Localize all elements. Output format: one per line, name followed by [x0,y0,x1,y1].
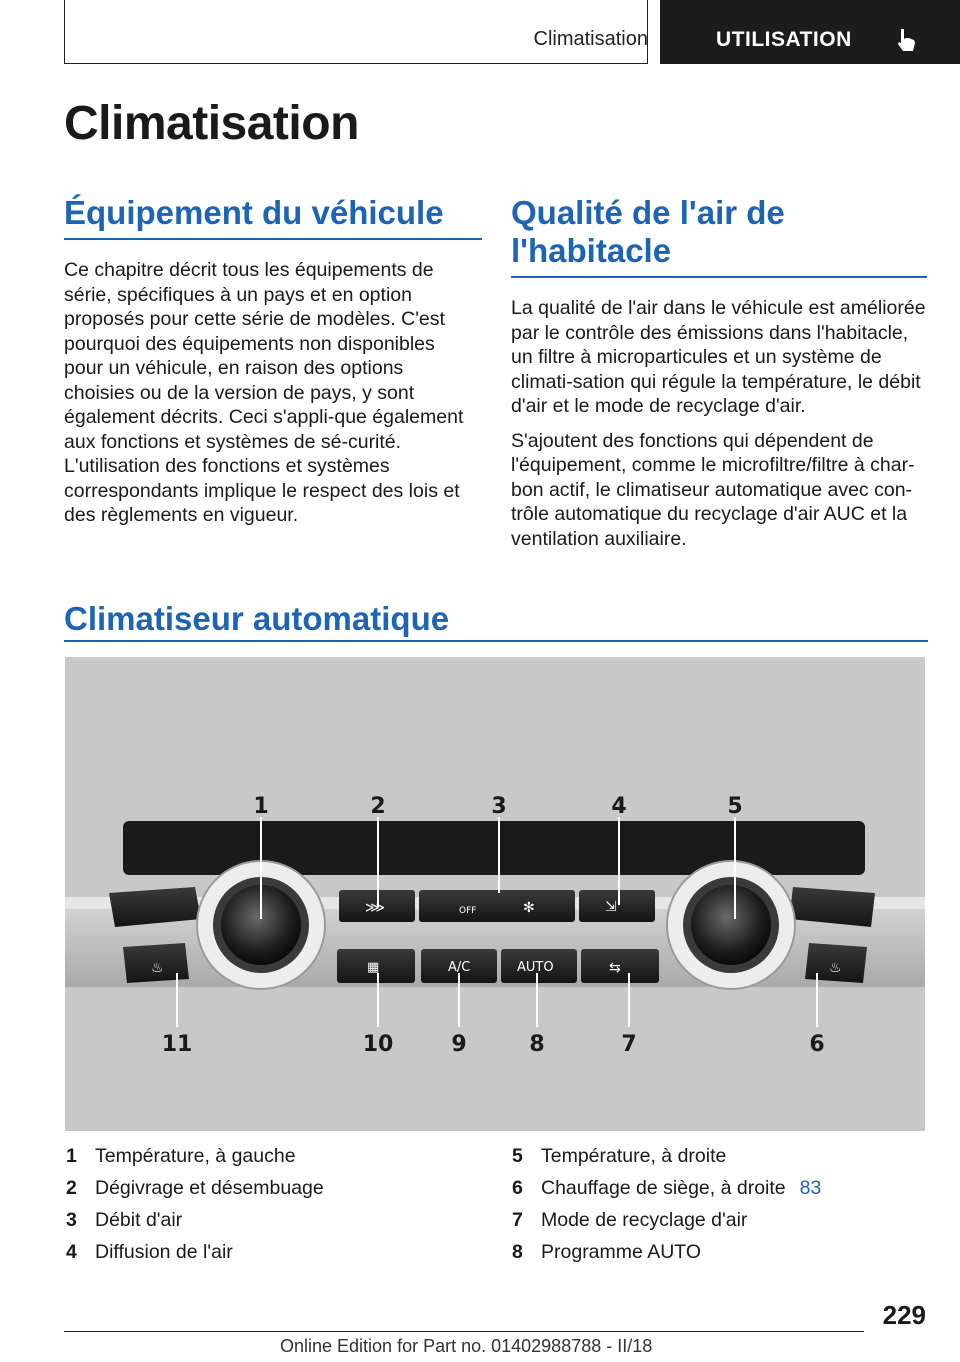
section-body-equipement [64,258,478,528]
section-rule [511,276,927,278]
page-number: 229 [882,1300,926,1330]
callout-1: 1 [253,794,269,819]
callout-4: 4 [611,794,627,819]
auto-button-label: AUTO [517,960,554,975]
section-qualite [511,194,927,561]
svg-text:▦: ▦ [367,960,380,975]
legend-item: 5 Température, à droite [512,1145,727,1167]
header-chapter-title: UTILISATION [716,28,852,51]
paragraph: S'ajoutent des fonctions qui dépendent de l'équipement, comme le microfiltre/filtre à char-bon actif, le climatiseur automatique avec con-trôle automatique du recyclage d'air AUC et la ventilation auxiliaire. [511,429,915,550]
section-rule [64,238,482,240]
svg-text:⇆: ⇆ [609,960,621,976]
section-climatiseur [64,600,928,642]
page-title: Climatisation [64,97,359,150]
footer-edition: Online Edition for Part no. 01402988788 - II/18 [280,1336,653,1356]
footer-rule [64,1331,864,1332]
section-title-climatiseur: Climatiseur automatique [64,600,450,637]
section-body-qualite [511,296,927,551]
callout-8: 8 [529,1032,545,1057]
callout-9: 9 [451,1032,467,1057]
legend-left [66,1140,486,1268]
section-title-equipement: Équipement du véhicule [64,194,444,231]
fan-off-label: OFF [459,906,477,916]
legend-right [512,1140,932,1268]
callout-5: 5 [727,794,743,819]
legend-item: 6 Chauffage de siège, à droite 83 [512,1177,822,1199]
callout-6: 6 [809,1032,825,1057]
paragraph: La qualité de l'air dans le véhicule est améliorée par le contrôle des émissions dans l'habitacle, un filtre à microparticules et un système de climati-sation qui régule la température, le débit d'air et le mode de recyclage d'air. [511,297,926,417]
climate-panel-figure [65,657,925,1131]
pointing-hand-icon [892,26,920,54]
section-equipement [64,194,482,538]
callout-7: 7 [621,1032,637,1057]
legend-item: 8 Programme AUTO [512,1241,702,1263]
section-title-qualite: Qualité de l'air de l'habitacle [511,194,785,269]
ac-button-label: A/C [448,960,471,975]
header-section-title: Climatisation [533,28,648,50]
legend-item: 1 Température, à gauche [66,1145,296,1167]
legend-item: 2 Dégivrage et désembuage [66,1177,324,1199]
legend-item: 3 Débit d'air [66,1209,183,1231]
legend-item: 7 Mode de recyclage d'air [512,1209,748,1231]
header-chapter-box [660,0,960,64]
climate-panel-illustration [65,657,925,1131]
paragraph: Ce chapitre décrit tous les équipements de série, spécifiques à un pays et en option proposés pour cette série de modèles. C'est pourquoi des équipements non disponibles pour un véhicule, en raison des options choisies ou de la version de pays, y sont également décrits. Ceci s'appli-que également aux fonctions et systèmes de sé-curité. L'utilisation des fonctions et systèmes correspondants implique le respect des lois et des règlements en vigueur. [64,259,464,526]
svg-text:⋙: ⋙ [365,900,385,916]
svg-text:✻: ✻ [523,900,535,916]
callout-2: 2 [370,794,386,819]
svg-text:⇲: ⇲ [605,899,617,915]
section-rule [64,640,928,642]
legend-item: 4 Diffusion de l'air [66,1241,233,1263]
page-reference-link[interactable]: 83 [799,1177,822,1199]
callout-10: 10 [362,1032,394,1057]
svg-text:♨: ♨ [151,960,164,976]
svg-text:♨: ♨ [829,960,842,976]
callout-3: 3 [491,794,507,819]
callout-11: 11 [161,1032,193,1057]
